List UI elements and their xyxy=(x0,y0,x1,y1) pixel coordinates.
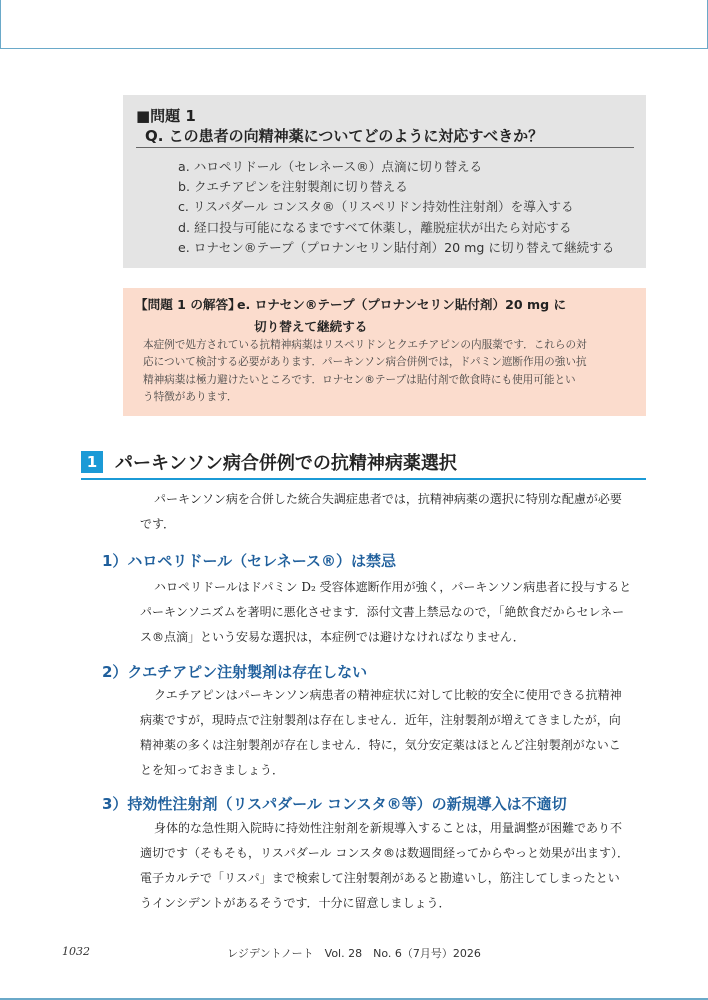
body-line: 病薬ですが，現時点で注射製剤は存在しません．近年，注射製剤が増えてきましたが，向 xyxy=(140,713,621,727)
intro-line: です． xyxy=(140,517,176,531)
option-e: e. ロナセン®テープ（プロナンセリン貼付剤）20 mg に切り替えて継続する xyxy=(178,239,615,255)
question-box xyxy=(123,95,646,268)
body-line: 適切です（そもそも，リスパダール コンスタ®は数週間経ってからやっと効果が出ます）． xyxy=(140,846,629,860)
body-line: うインシデントがあるそうです．十分に留意しましょう． xyxy=(140,896,451,910)
explanation-line: 応について検討する必要があります．パーキンソン病合併例では，ドパミン遮断作用の強い抗 xyxy=(143,356,587,369)
answer-label: 【問題 1 の解答】 xyxy=(135,297,241,312)
subsection-2-body xyxy=(140,683,622,783)
body-line: ハロペリドールはドパミン D₂ 受容体遮断作用が強く，パーキンソン病患者に投与すると xyxy=(154,580,632,594)
question-title: Q. この患者の向精神薬についてどのように対応すべきか？ xyxy=(145,127,544,145)
subsection-3-title: 3）持効性注射剤（リスパダール コンスタ®等）の新規導入は不適切 xyxy=(102,795,567,813)
section-title: パーキンソン病合併例での抗精神病薬選択 xyxy=(115,453,457,474)
option-b: b. クエチアピンを注射製剤に切り替える xyxy=(178,179,408,195)
subsection-1-body xyxy=(140,575,631,650)
question-options xyxy=(178,157,614,258)
section-number-badge: 1 xyxy=(81,451,103,473)
section-underline xyxy=(81,478,646,480)
explanation-line: う特徴があります． xyxy=(143,391,238,404)
subsection-2-title: 2）クエチアピン注射製剤は存在しない xyxy=(102,663,368,681)
journal-footer: レジデントノート Vol. 28 No. 6（7月号）2026 xyxy=(227,947,481,960)
answer-explanation xyxy=(143,337,587,407)
subsection-1-title: 1）ハロペリドール（セレネース®）は禁忌 xyxy=(102,552,396,570)
body-line: とを知っておきましょう． xyxy=(140,763,285,777)
explanation-line: 本症例で処方されている抗精神病薬はリスペリドンとクエチアピンの内服薬です．これらの対 xyxy=(143,339,587,351)
body-line: クエチアピンはパーキンソン病患者の精神症状に対して比較的安全に使用できる抗精神 xyxy=(154,688,622,702)
subsection-3-body xyxy=(140,816,629,916)
body-line: 電子カルテで「リスパ」まで検索して注射製剤があると勘違いし，筋注してしまったとい xyxy=(140,871,620,885)
question-divider xyxy=(136,147,634,148)
page-top-frame xyxy=(0,0,708,49)
answer-text-line-2: 切り替えて継続する xyxy=(254,319,368,334)
option-d: d. 経口投与可能になるまですべて休薬し，離脱症状が出たら対応する xyxy=(178,219,572,235)
question-heading: ■問題 1 xyxy=(136,107,196,125)
answer-box xyxy=(123,288,646,416)
section-intro xyxy=(140,487,622,537)
explanation-line: 精神病薬は極力避けたいところです．ロナセン®テープは貼付剤で飲食時にも使用可能とい xyxy=(143,373,576,386)
body-line: 精神薬の多くは注射製剤が存在しません．特に，気分安定薬はほとんど注射製剤がないこ xyxy=(140,738,621,752)
body-line: 身体的な急性期入院時に持効性注射剤を新規導入することは，用量調整が困難であり不 xyxy=(154,821,623,835)
option-a: a. ハロペリドール（セレネース®）点滴に切り替える xyxy=(178,159,483,174)
page-number: 1032 xyxy=(62,945,90,958)
answer-text-line-1: e. ロナセン®テープ（プロナンセリン貼付剤）20 mg に xyxy=(237,297,567,312)
option-c: c. リスパダール コンスタ®（リスペリドン持効性注射剤）を導入する xyxy=(178,199,574,215)
body-line: ス®点滴」という安易な選択は，本症例では避けなければなりません． xyxy=(140,630,525,644)
body-line: パーキンソニズムを著明に悪化させます．添付文書上禁忌なので，「絶飲食だからセレネー xyxy=(140,605,625,619)
intro-line: パーキンソン病を合併した統合失調症患者では，抗精神病薬の選択に特別な配慮が必要 xyxy=(154,492,622,506)
